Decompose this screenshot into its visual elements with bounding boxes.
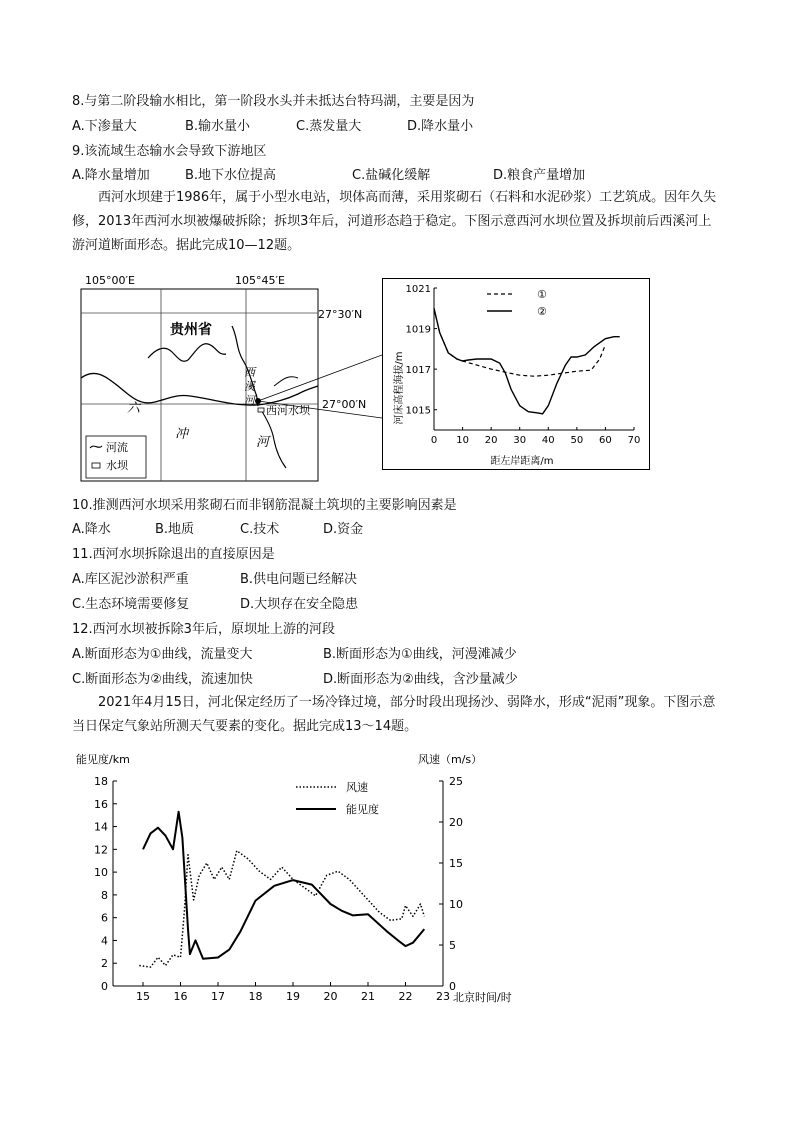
- section-y-tick-label: 1017: [405, 365, 431, 377]
- q9-option-b: B.地下水位提高: [185, 168, 277, 183]
- q12-option-c: C.断面形态为②曲线，流速加快: [72, 672, 253, 687]
- weather-ylabel-right: 风速（m/s）: [418, 753, 483, 766]
- section-x-tick-label: 60: [599, 435, 612, 446]
- weather-left-tick-label: 12: [94, 843, 108, 857]
- q8-option-d: D.降水量小: [407, 119, 474, 134]
- q11-option-c: C.生态环境需要修复: [72, 597, 190, 612]
- q9-option-a: A.降水量增加: [72, 168, 150, 183]
- visibility-wind-chart: [68, 745, 538, 1010]
- river-cross-section-chart: [382, 278, 650, 470]
- weather-right-tick-label: 25: [449, 775, 463, 788]
- section-y-tick-label: 1019: [405, 324, 431, 336]
- river-label-chong: 冲: [175, 427, 189, 442]
- weather-left-tick-label: 0: [101, 980, 108, 993]
- map-lat-27-00: 27°00′N: [322, 398, 367, 411]
- weather-left-tick-label: 14: [94, 820, 108, 834]
- passage-baoding-front: 2021年4月15日，河北保定经历了一场冷锋过境，部分时段出现扬沙、弱降水，形成“泥雨”现象。下图示意当日保定气象站所测天气要素的变化。据此完成13～14题。: [72, 695, 716, 734]
- q9-stem: 9.该流域生态输水会导致下游地区: [72, 144, 267, 159]
- river-label-liu: 六: [127, 401, 141, 416]
- river-label-xi: 西: [244, 366, 255, 379]
- q10-option-c: C.技术: [240, 522, 280, 537]
- wind-speed-line: [139, 851, 424, 967]
- section-y-tick-label: 1021: [405, 284, 431, 295]
- q8-option-b: B.输水量小: [185, 119, 251, 134]
- q10-option-b: B.地质: [155, 522, 195, 537]
- river-label-xi2: 溪: [244, 380, 255, 393]
- weather-x-tick-label: 23: [436, 990, 450, 1003]
- map-lat-27-30: 27°30′N: [318, 308, 363, 321]
- section-ylabel: 河床高程海拔/m: [394, 351, 405, 425]
- section-x-tick-label: 50: [570, 435, 584, 446]
- weather-left-tick-label: 4: [101, 934, 108, 948]
- river-label-he2: 河: [244, 394, 255, 407]
- weather-legend-label-wind: 风速: [346, 781, 368, 794]
- q11-option-b: B.供电问题已经解决: [240, 572, 358, 587]
- q8-option-a: A.下渗量大: [72, 119, 137, 134]
- weather-x-tick-label: 17: [211, 990, 225, 1003]
- weather-ylabel-left: 能见度/km: [76, 753, 130, 766]
- weather-x-tick-label: 18: [248, 990, 263, 1003]
- q8-stem: 8.与第二阶段输水相比，第一阶段水头并未抵达台特玛湖，主要是因为: [72, 94, 475, 109]
- map-lon-105-00: 105°00′E: [85, 274, 135, 287]
- q12-option-b: B.断面形态为①曲线，河漫滩减少: [323, 647, 517, 662]
- weather-x-tick-label: 21: [361, 990, 375, 1003]
- legend-river-label: 河流: [106, 441, 128, 454]
- q12-option-d: D.断面形态为②曲线，含沙量减少: [323, 672, 518, 687]
- section-y-tick-label: 1015: [405, 405, 431, 417]
- q11-option-a: A.库区泥沙淤积严重: [72, 572, 189, 587]
- weather-x-tick-label: 19: [286, 990, 300, 1003]
- q11-option-d: D.大坝存在安全隐患: [240, 597, 359, 612]
- weather-left-tick-label: 16: [94, 797, 108, 811]
- section-legend-label-2: ②: [537, 305, 547, 318]
- section-x-tick-label: 40: [541, 435, 555, 446]
- weather-x-tick-label: 16: [173, 990, 188, 1003]
- q9-option-c: C.盐碱化缓解: [352, 168, 431, 183]
- weather-right-tick-label: 15: [449, 857, 463, 870]
- weather-right-tick-label: 0: [449, 980, 456, 993]
- weather-left-tick-label: 18: [94, 775, 108, 788]
- passage-xihe-dam: 西河水坝建于1986年，属于小型水电站，坝体高而薄，采用浆砌石（石料和水泥砂浆）工艺筑成。因年久失修，2013年西河水坝被爆破拆除；拆坝3年后，河道形态趋于稳定。下图示意西河水坝位置及拆坝前后西溪河上游河道断面形态。据此完成10—12题。: [72, 190, 717, 253]
- weather-x-tick-label: 22: [398, 990, 413, 1003]
- weather-legend-label-visibility: 能见度: [346, 803, 379, 816]
- weather-right-tick-label: 5: [449, 939, 456, 952]
- weather-left-tick-label: 10: [94, 866, 108, 880]
- weather-left-tick-label: 6: [101, 911, 108, 925]
- weather-right-tick-label: 10: [449, 898, 463, 911]
- section-x-tick-label: 10: [456, 435, 469, 446]
- weather-right-tick-label: 20: [449, 816, 463, 829]
- q10-stem: 10.推测西河水坝采用浆砌石而非钢筋混凝土筑坝的主要影响因素是: [72, 498, 457, 513]
- q9-option-d: D.粮食产量增加: [493, 168, 586, 183]
- weather-xlabel: 北京时间/时: [453, 991, 512, 1004]
- section-x-tick-label: 70: [627, 435, 641, 446]
- section-x-tick-label: 20: [484, 435, 498, 446]
- q10-option-a: A.降水: [72, 522, 111, 537]
- legend-dam-label: 水坝: [106, 459, 128, 472]
- section-x-tick-label: 0: [430, 435, 438, 446]
- q11-stem: 11.西河水坝拆除退出的直接原因是: [72, 547, 275, 562]
- map-lon-105-45: 105°45′E: [235, 274, 285, 287]
- q10-option-d: D.资金: [323, 522, 364, 537]
- map-label-guizhou: 贵州省: [170, 322, 212, 338]
- section-xlabel: 距左岸距离/m: [490, 456, 554, 467]
- weather-x-tick-label: 15: [136, 990, 150, 1003]
- weather-x-tick-label: 20: [323, 990, 338, 1003]
- weather-left-tick-label: 8: [101, 888, 108, 902]
- weather-left-tick-label: 2: [101, 957, 108, 971]
- section-legend-label-1: ①: [537, 288, 547, 301]
- section-x-tick-label: 30: [513, 435, 527, 446]
- q12-option-a: A.断面形态为①曲线，流量变大: [72, 647, 253, 662]
- q12-stem: 12.西河水坝被拆除3年后，原坝址上游的河段: [72, 622, 335, 637]
- q8-option-c: C.蒸发量大: [296, 119, 362, 134]
- river-label-he: 河: [256, 435, 270, 450]
- visibility-line: [143, 812, 424, 959]
- dam-label: 西河水坝: [266, 404, 310, 417]
